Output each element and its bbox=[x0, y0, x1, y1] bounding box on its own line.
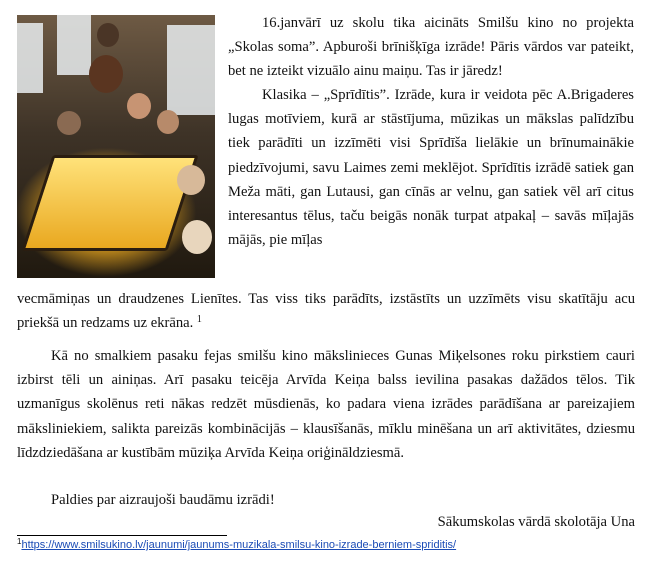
footnote-mark: 1 bbox=[17, 537, 22, 546]
paragraph-thanks: Paldies par aizraujoši baudāmu izrādi! bbox=[51, 492, 275, 508]
footnote-link[interactable]: https://www.smilsukino.lv/jaunumi/jaunums-muzikala-smilsu-kino-izrade-berniem-spriditis/ bbox=[21, 539, 457, 551]
paragraph-performance: Kā no smalkiem pasaku fejas smilšu kino mākslinieces Gunas Miķelsones roku pirkstiem cauri izbirst tēli un ainiņas. Arī pasaku teicēja Arvīda Keiņa balss ievilina pasakas dažādos tēlos. Tik uzmanīgus skolēnus reti nākas redzēt mūsdienās, ko padara viena izrādes parādīšana ar pareizajiem māksliniekiem, salikta pareizās kombinācijās – klausīšanās, mīklu minēšana un arī aktivitātes, dziesmu līdzdziedāšana ar kustībām mūziķa Arvīda Keiņa oriģināldziesmā. bbox=[17, 348, 635, 461]
footnote-divider bbox=[17, 535, 227, 536]
footnote-reference: 1 bbox=[196, 314, 202, 326]
sand-animation-photo bbox=[17, 15, 215, 278]
signature: Sākumskolas vārdā skolotāja Una bbox=[437, 514, 635, 530]
footnote bbox=[17, 538, 456, 552]
paragraph-intro: 16.janvārī uz skolu tika aicināts Smilšu kino no projekta „Skolas soma”. Apburoši brīnišķīga izrāde! Pāris vārdos var pateikt, bet ne izteikt vizuālo ainu maiņu. Tas ir jāredz! bbox=[228, 15, 634, 80]
lightbox-table bbox=[21, 155, 198, 251]
paragraph-spriditis: Klasika – „Sprīdītis”. Izrāde, kura ir veidota pēc A.Brigaderes lugas motīviem, kurā ar stāstījuma, mūzikas un mākslas palīdzību tiek parādīti un izzīmēti visi Sprīdīša lielākie un brīnumainākie piedzīvojumi, savu Laimes zemi meklējot. Sprīdītis izrādē satiek gan Meža māti, gan Lutausi, gan cīnās ar velnu, gan satiek vēl arī citus interesantus tēlus, taču beigās nonāk turpat atpakaļ – savās mīļajās mājās, pie mīļas bbox=[228, 87, 634, 249]
artist-figure bbox=[89, 55, 123, 93]
paragraph-spriditis-continued: vecmāmiņas un draudzenes Lienītes. Tas viss tiks parādīts, izstāstīts un uzzīmēts visu skatītāju acu priekšā un redzams uz ekrāna. $^1$ bbox=[17, 291, 635, 332]
